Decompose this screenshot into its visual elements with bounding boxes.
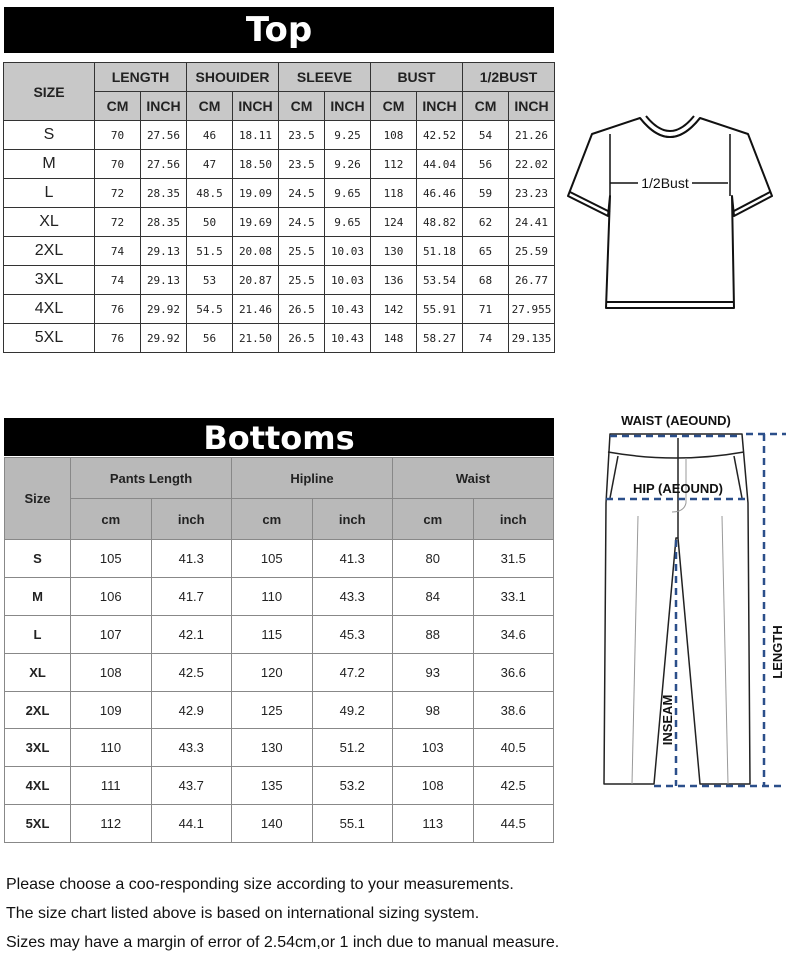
measurement-cell: 24.41 bbox=[509, 208, 555, 237]
half-bust-label: 1/2Bust bbox=[641, 175, 689, 191]
length-label: LENGTH bbox=[770, 625, 785, 679]
measurement-cell: 18.50 bbox=[233, 150, 279, 179]
measurement-cell: 72 bbox=[95, 208, 141, 237]
measurement-cell: 74 bbox=[463, 324, 509, 353]
bottoms-group-pants-length: Pants Length bbox=[71, 458, 232, 499]
measurement-cell: 24.5 bbox=[279, 179, 325, 208]
note-margin-of-error: Sizes may have a margin of error of 2.54cm,or 1 inch due to manual measure. bbox=[6, 934, 560, 951]
measurement-cell: 105 bbox=[232, 540, 313, 578]
measurement-cell: 26.5 bbox=[279, 324, 325, 353]
measurement-cell: 29.135 bbox=[509, 324, 555, 353]
measurement-cell: 45.3 bbox=[312, 615, 393, 653]
measurement-cell: 25.5 bbox=[279, 237, 325, 266]
waist-label: WAIST (AEOUND) bbox=[621, 413, 731, 428]
bottoms-group-waist: Waist bbox=[393, 458, 554, 499]
measurement-cell: 46.46 bbox=[417, 179, 463, 208]
measurement-cell: 10.03 bbox=[325, 237, 371, 266]
size-cell: L bbox=[5, 615, 71, 653]
table-row bbox=[4, 295, 555, 324]
measurement-cell: 72 bbox=[95, 179, 141, 208]
top-group-half-bust: 1/2BUST bbox=[463, 63, 555, 92]
measurement-cell: 19.09 bbox=[233, 179, 279, 208]
measurement-cell: 49.2 bbox=[312, 691, 393, 729]
bottoms-unit-header: cm bbox=[71, 499, 152, 540]
measurement-cell: 108 bbox=[393, 767, 474, 805]
measurement-cell: 36.6 bbox=[473, 653, 554, 691]
measurement-cell: 44.5 bbox=[473, 805, 554, 843]
size-cell: 2XL bbox=[5, 691, 71, 729]
measurement-cell: 93 bbox=[393, 653, 474, 691]
top-group-bust: BUST bbox=[371, 63, 463, 92]
measurement-cell: 53.54 bbox=[417, 266, 463, 295]
bottoms-size-header: Size bbox=[5, 458, 71, 540]
bottoms-section-title: Bottoms bbox=[4, 418, 554, 456]
measurement-cell: 56 bbox=[187, 324, 233, 353]
table-row bbox=[5, 615, 554, 653]
measurement-cell: 110 bbox=[232, 577, 313, 615]
measurement-cell: 25.5 bbox=[279, 266, 325, 295]
table-row bbox=[5, 653, 554, 691]
measurement-cell: 23.5 bbox=[279, 121, 325, 150]
measurement-cell: 41.3 bbox=[151, 540, 232, 578]
measurement-cell: 43.7 bbox=[151, 767, 232, 805]
measurement-cell: 58.27 bbox=[417, 324, 463, 353]
measurement-cell: 20.87 bbox=[233, 266, 279, 295]
size-cell: 5XL bbox=[4, 324, 95, 353]
measurement-cell: 51.2 bbox=[312, 729, 393, 767]
measurement-cell: 109 bbox=[71, 691, 152, 729]
measurement-cell: 124 bbox=[371, 208, 417, 237]
measurement-cell: 19.69 bbox=[233, 208, 279, 237]
measurement-cell: 21.50 bbox=[233, 324, 279, 353]
pants-pocket-right bbox=[734, 456, 742, 498]
measurement-cell: 98 bbox=[393, 691, 474, 729]
measurement-cell: 140 bbox=[232, 805, 313, 843]
tshirt-outline bbox=[568, 118, 772, 308]
measurement-cell: 21.46 bbox=[233, 295, 279, 324]
size-cell: 2XL bbox=[4, 237, 95, 266]
measurement-cell: 47 bbox=[187, 150, 233, 179]
measurement-cell: 9.65 bbox=[325, 208, 371, 237]
top-size-header: SIZE bbox=[4, 63, 95, 121]
measurement-cell: 53 bbox=[187, 266, 233, 295]
hip-label: HIP (AEOUND) bbox=[632, 481, 724, 496]
top-unit-header: CM bbox=[95, 92, 141, 121]
tshirt-diagram bbox=[562, 112, 778, 318]
table-row bbox=[4, 324, 555, 353]
measurement-cell: 22.02 bbox=[509, 150, 555, 179]
table-row bbox=[5, 767, 554, 805]
size-cell: 4XL bbox=[5, 767, 71, 805]
measurement-cell: 33.1 bbox=[473, 577, 554, 615]
measurement-cell: 9.26 bbox=[325, 150, 371, 179]
size-cell: XL bbox=[4, 208, 95, 237]
top-unit-header: INCH bbox=[417, 92, 463, 121]
top-unit-header: INCH bbox=[325, 92, 371, 121]
size-cell: M bbox=[4, 150, 95, 179]
bottoms-unit-header: cm bbox=[393, 499, 474, 540]
measurement-cell: 59 bbox=[463, 179, 509, 208]
top-unit-header: CM bbox=[463, 92, 509, 121]
tshirt-sleeve-hem-right bbox=[732, 192, 770, 212]
bottoms-unit-header: cm bbox=[232, 499, 313, 540]
tshirt-sleeve-hem-left bbox=[570, 192, 610, 212]
measurement-cell: 130 bbox=[232, 729, 313, 767]
measurement-cell: 65 bbox=[463, 237, 509, 266]
measurement-cell: 105 bbox=[71, 540, 152, 578]
measurement-cell: 68 bbox=[463, 266, 509, 295]
top-section-title: Top bbox=[4, 7, 554, 53]
measurement-cell: 113 bbox=[393, 805, 474, 843]
top-group-shoulder: SHOUIDER bbox=[187, 63, 279, 92]
measurement-cell: 120 bbox=[232, 653, 313, 691]
inseam-label: INSEAM bbox=[660, 694, 675, 746]
measurement-cell: 142 bbox=[371, 295, 417, 324]
bottoms-unit-header: inch bbox=[151, 499, 232, 540]
measurement-cell: 56 bbox=[463, 150, 509, 179]
pants-pocket-left bbox=[610, 456, 618, 498]
measurement-cell: 10.43 bbox=[325, 324, 371, 353]
measurement-cell: 48.5 bbox=[187, 179, 233, 208]
table-row bbox=[5, 540, 554, 578]
measurement-cell: 43.3 bbox=[151, 729, 232, 767]
measurement-cell: 41.3 bbox=[312, 540, 393, 578]
measurement-cell: 55.1 bbox=[312, 805, 393, 843]
measurement-cell: 115 bbox=[232, 615, 313, 653]
size-cell: S bbox=[5, 540, 71, 578]
pants-crease-left bbox=[632, 516, 638, 784]
top-unit-header: INCH bbox=[233, 92, 279, 121]
measurement-cell: 42.1 bbox=[151, 615, 232, 653]
measurement-cell: 44.1 bbox=[151, 805, 232, 843]
bottoms-unit-header-row bbox=[5, 499, 554, 540]
measurement-cell: 20.08 bbox=[233, 237, 279, 266]
measurement-cell: 88 bbox=[393, 615, 474, 653]
measurement-cell: 108 bbox=[371, 121, 417, 150]
measurement-cell: 26.77 bbox=[509, 266, 555, 295]
measurement-cell: 55.91 bbox=[417, 295, 463, 324]
measurement-cell: 46 bbox=[187, 121, 233, 150]
measurement-cell: 34.6 bbox=[473, 615, 554, 653]
measurement-cell: 130 bbox=[371, 237, 417, 266]
measurement-cell: 29.13 bbox=[141, 237, 187, 266]
measurement-cell: 74 bbox=[95, 266, 141, 295]
table-row bbox=[4, 208, 555, 237]
measurement-cell: 70 bbox=[95, 121, 141, 150]
measurement-cell: 40.5 bbox=[473, 729, 554, 767]
measurement-cell: 31.5 bbox=[473, 540, 554, 578]
bottoms-table-body bbox=[5, 540, 554, 843]
table-row bbox=[5, 691, 554, 729]
table-row bbox=[4, 237, 555, 266]
bottoms-group-hipline: Hipline bbox=[232, 458, 393, 499]
measurement-cell: 21.26 bbox=[509, 121, 555, 150]
measurement-cell: 62 bbox=[463, 208, 509, 237]
bottoms-group-header-row bbox=[5, 458, 554, 499]
table-row bbox=[4, 150, 555, 179]
measurement-cell: 26.5 bbox=[279, 295, 325, 324]
table-row bbox=[5, 729, 554, 767]
size-cell: 4XL bbox=[4, 295, 95, 324]
top-table-body bbox=[4, 121, 555, 353]
table-row bbox=[4, 179, 555, 208]
measurement-cell: 38.6 bbox=[473, 691, 554, 729]
measurement-cell: 10.03 bbox=[325, 266, 371, 295]
measurement-cell: 29.92 bbox=[141, 295, 187, 324]
measurement-cell: 28.35 bbox=[141, 179, 187, 208]
measurement-cell: 51.18 bbox=[417, 237, 463, 266]
measurement-cell: 148 bbox=[371, 324, 417, 353]
top-unit-header: CM bbox=[371, 92, 417, 121]
top-unit-header: INCH bbox=[509, 92, 555, 121]
measurement-cell: 71 bbox=[463, 295, 509, 324]
size-cell: 3XL bbox=[4, 266, 95, 295]
measurement-cell: 23.5 bbox=[279, 150, 325, 179]
measurement-cell: 136 bbox=[371, 266, 417, 295]
bottoms-unit-header: inch bbox=[473, 499, 554, 540]
table-row bbox=[4, 121, 555, 150]
size-cell: XL bbox=[5, 653, 71, 691]
measurement-cell: 106 bbox=[71, 577, 152, 615]
measurement-cell: 118 bbox=[371, 179, 417, 208]
measurement-cell: 43.3 bbox=[312, 577, 393, 615]
note-international-sizing: The size chart listed above is based on international sizing system. bbox=[6, 905, 480, 922]
table-row bbox=[4, 266, 555, 295]
measurement-cell: 42.5 bbox=[473, 767, 554, 805]
measurement-cell: 41.7 bbox=[151, 577, 232, 615]
top-unit-header: CM bbox=[187, 92, 233, 121]
measurement-cell: 111 bbox=[71, 767, 152, 805]
pants-diagram bbox=[596, 408, 796, 794]
pants-crease-right bbox=[722, 516, 728, 784]
bottoms-size-table bbox=[4, 457, 554, 843]
measurement-cell: 10.43 bbox=[325, 295, 371, 324]
measurement-cell: 18.11 bbox=[233, 121, 279, 150]
top-unit-header: INCH bbox=[141, 92, 187, 121]
measurement-cell: 29.13 bbox=[141, 266, 187, 295]
measurement-cell: 27.56 bbox=[141, 121, 187, 150]
measurement-cell: 9.65 bbox=[325, 179, 371, 208]
top-unit-header: CM bbox=[279, 92, 325, 121]
measurement-cell: 9.25 bbox=[325, 121, 371, 150]
table-row bbox=[5, 805, 554, 843]
measurement-cell: 50 bbox=[187, 208, 233, 237]
top-group-sleeve: SLEEVE bbox=[279, 63, 371, 92]
bottoms-unit-header: inch bbox=[312, 499, 393, 540]
measurement-cell: 74 bbox=[95, 237, 141, 266]
top-group-length: LENGTH bbox=[95, 63, 187, 92]
note-choose-size: Please choose a coo-responding size according to your measurements. bbox=[6, 876, 514, 893]
measurement-cell: 25.59 bbox=[509, 237, 555, 266]
measurement-cell: 70 bbox=[95, 150, 141, 179]
size-cell: M bbox=[5, 577, 71, 615]
measurement-cell: 112 bbox=[371, 150, 417, 179]
measurement-cell: 53.2 bbox=[312, 767, 393, 805]
measurement-cell: 42.52 bbox=[417, 121, 463, 150]
measurement-cell: 44.04 bbox=[417, 150, 463, 179]
measurement-cell: 112 bbox=[71, 805, 152, 843]
measurement-cell: 27.955 bbox=[509, 295, 555, 324]
measurement-cell: 48.82 bbox=[417, 208, 463, 237]
measurement-cell: 29.92 bbox=[141, 324, 187, 353]
tshirt-collar bbox=[640, 116, 700, 137]
pants-waistband bbox=[608, 452, 744, 458]
top-size-table bbox=[3, 62, 555, 353]
table-row bbox=[5, 577, 554, 615]
measurement-cell: 42.9 bbox=[151, 691, 232, 729]
measurement-cell: 28.35 bbox=[141, 208, 187, 237]
measurement-cell: 76 bbox=[95, 324, 141, 353]
measurement-cell: 135 bbox=[232, 767, 313, 805]
measurement-cell: 84 bbox=[393, 577, 474, 615]
measurement-cell: 103 bbox=[393, 729, 474, 767]
top-group-header-row bbox=[4, 63, 555, 92]
measurement-cell: 51.5 bbox=[187, 237, 233, 266]
measurement-cell: 54 bbox=[463, 121, 509, 150]
size-cell: 3XL bbox=[5, 729, 71, 767]
measurement-cell: 107 bbox=[71, 615, 152, 653]
size-cell: 5XL bbox=[5, 805, 71, 843]
size-cell: S bbox=[4, 121, 95, 150]
measurement-cell: 54.5 bbox=[187, 295, 233, 324]
measurement-cell: 24.5 bbox=[279, 208, 325, 237]
measurement-cell: 76 bbox=[95, 295, 141, 324]
measurement-cell: 27.56 bbox=[141, 150, 187, 179]
measurement-cell: 80 bbox=[393, 540, 474, 578]
measurement-cell: 110 bbox=[71, 729, 152, 767]
measurement-cell: 42.5 bbox=[151, 653, 232, 691]
measurement-cell: 23.23 bbox=[509, 179, 555, 208]
measurement-cell: 47.2 bbox=[312, 653, 393, 691]
measurement-cell: 108 bbox=[71, 653, 152, 691]
size-cell: L bbox=[4, 179, 95, 208]
measurement-cell: 125 bbox=[232, 691, 313, 729]
